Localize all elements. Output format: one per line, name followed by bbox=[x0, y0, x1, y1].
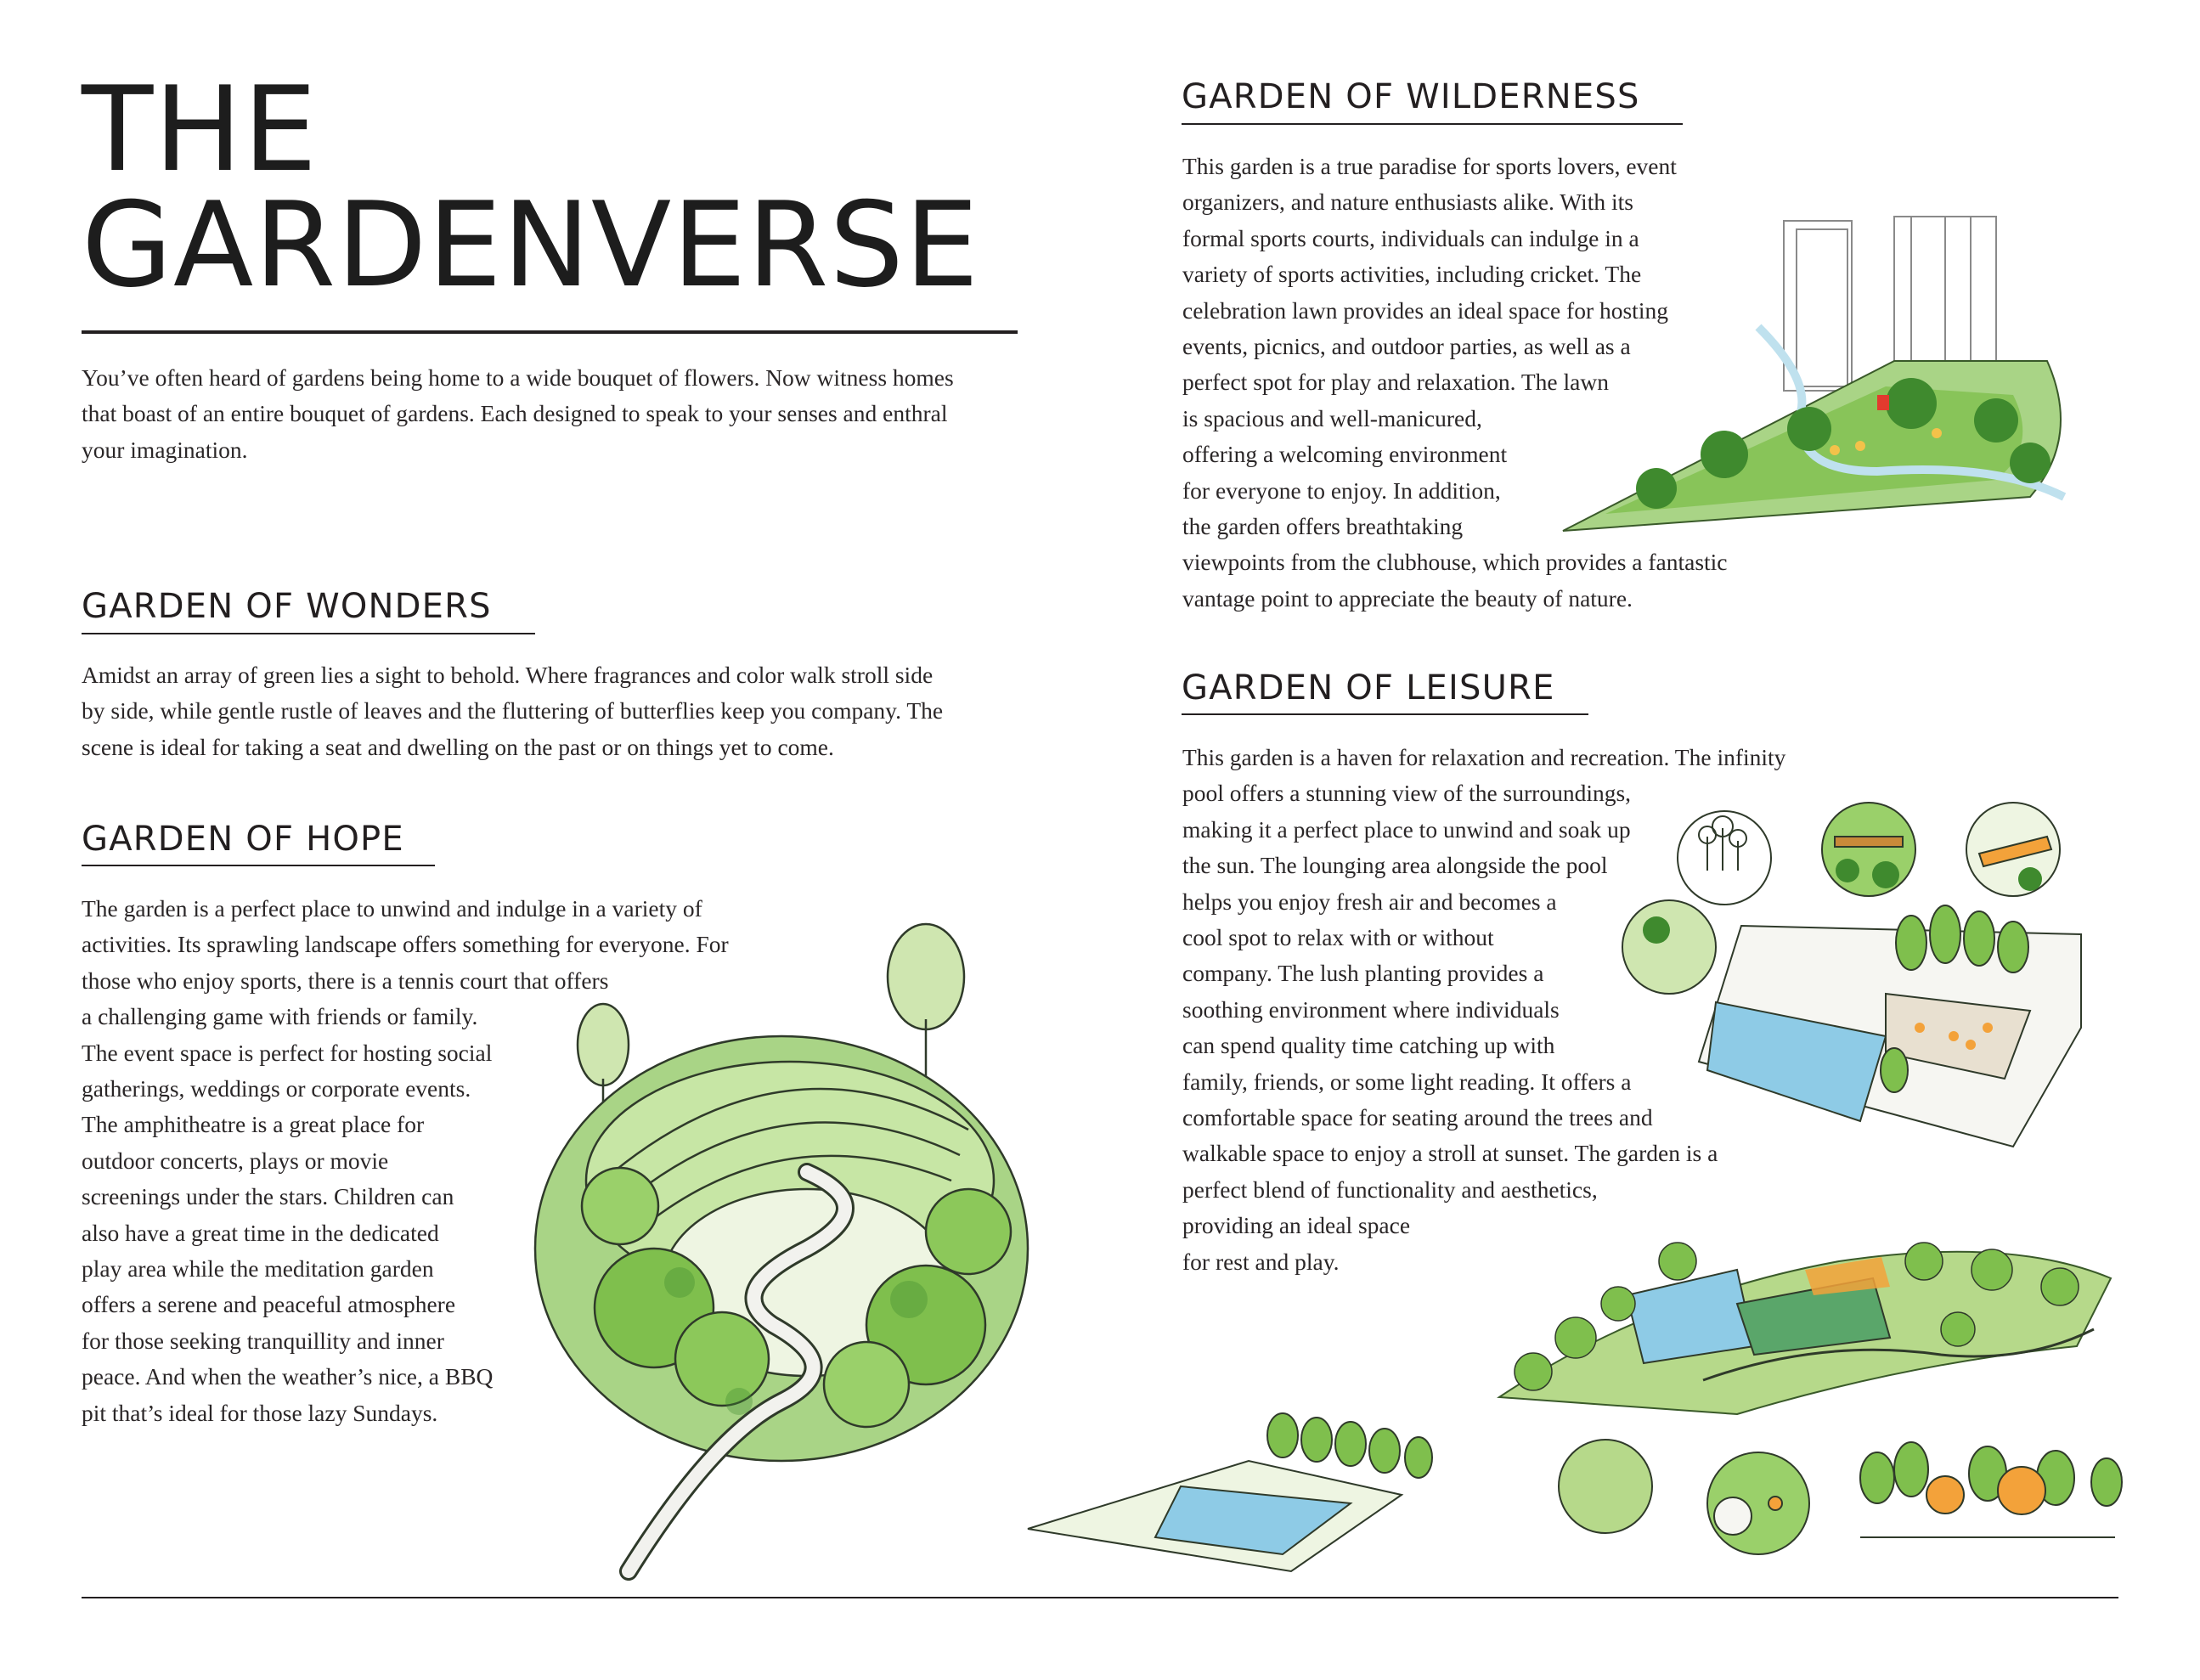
intro-paragraph bbox=[82, 360, 954, 468]
hope-heading: GARDEN OF HOPE bbox=[82, 820, 404, 859]
hope-line: peace. And when the weather’s nice, a BBQ bbox=[82, 1363, 494, 1390]
leisure-line: perfect blend of functionality and aesthetics, bbox=[1182, 1175, 1598, 1203]
wilderness-line: viewpoints from the clubhouse, which provides a fantastic bbox=[1182, 549, 1728, 576]
hope-line: for those seeking tranquillity and inner bbox=[82, 1327, 444, 1354]
wonders-line: scene is ideal for taking a seat and dwelling on the past or on things yet to come. bbox=[82, 733, 834, 760]
hope-line: The event space is perfect for hosting social bbox=[82, 1039, 493, 1066]
hope-line: activities. Its sprawling landscape offers something for everyone. For bbox=[82, 931, 729, 958]
wilderness-line: variety of sports activities, including cricket. The bbox=[1182, 261, 1642, 288]
wilderness-line: formal sports courts, individuals can indulge in a bbox=[1182, 224, 1639, 251]
hope-line: offers a serene and peaceful atmosphere bbox=[82, 1291, 456, 1318]
hope-line: a challenging game with friends or family. bbox=[82, 1003, 478, 1030]
leisure-line: soothing environment where individuals bbox=[1182, 995, 1560, 1023]
intro-line: that boast of an entire bouquet of gardens. Each designed to speak to your senses and enthral bbox=[82, 400, 948, 427]
wilderness-line: for everyone to enjoy. In addition, bbox=[1182, 476, 1501, 504]
wilderness-line: is spacious and well-manicured, bbox=[1182, 404, 1482, 431]
wonders-heading: GARDEN OF WONDERS bbox=[82, 587, 492, 626]
leisure-line: helps you enjoy fresh air and becomes a bbox=[1182, 888, 1557, 915]
hope-line: play area while the meditation garden bbox=[82, 1255, 434, 1283]
leisure-line: family, friends, or some light reading. It offers a bbox=[1182, 1068, 1632, 1095]
leisure-line: can spend quality time catching up with bbox=[1182, 1032, 1555, 1059]
wilderness-line: This garden is a true paradise for sports lovers, event bbox=[1182, 153, 1677, 179]
title-underline bbox=[82, 330, 1018, 334]
hope-line: The amphitheatre is a great place for bbox=[82, 1111, 425, 1138]
wilderness-illustration bbox=[1554, 217, 2098, 548]
leisure-line: walkable space to enjoy a stroll at sunset. The garden is a bbox=[1182, 1140, 1718, 1167]
hope-line: gatherings, weddings or corporate events. bbox=[82, 1075, 471, 1102]
page-title-line-2: GARDENVERSE bbox=[82, 177, 980, 313]
wonders-line: Amidst an array of green lies a sight to behold. Where fragrances and color walk stroll side bbox=[82, 662, 934, 688]
wonders-heading-underline bbox=[82, 633, 535, 634]
leisure-line: cool spot to relax with or without bbox=[1182, 924, 1494, 951]
leisure-line: for rest and play. bbox=[1182, 1248, 1340, 1275]
leisure-line: making it a perfect place to unwind and soak up bbox=[1182, 815, 1631, 843]
infinity-pool-illustration bbox=[1690, 900, 2098, 1155]
hope-line: those who enjoy sports, there is a tennis court that offers bbox=[82, 967, 609, 994]
leisure-line: the sun. The lounging area alongside the pool bbox=[1182, 852, 1608, 879]
leisure-line: pool offers a stunning view of the surroundings, bbox=[1182, 780, 1632, 807]
leisure-line: comfortable space for seating around the trees and bbox=[1182, 1104, 1653, 1131]
wilderness-line: celebration lawn provides an ideal space for hosting bbox=[1182, 296, 1668, 324]
hope-line: screenings under the stars. Children can bbox=[82, 1183, 454, 1210]
hope-heading-underline bbox=[82, 865, 435, 866]
wilderness-line: the garden offers breathtaking bbox=[1182, 513, 1464, 540]
wilderness-line: organizers, and nature enthusiasts alike. With its bbox=[1182, 189, 1633, 216]
hope-line: The garden is a perfect place to unwind and indulge in a variety of bbox=[82, 895, 702, 922]
leisure-heading: GARDEN OF LEISURE bbox=[1182, 668, 1555, 708]
wilderness-heading: GARDEN OF WILDERNESS bbox=[1182, 77, 1640, 116]
leisure-line: providing an ideal space bbox=[1182, 1212, 1411, 1239]
wonders-paragraph bbox=[82, 657, 943, 765]
leisure-line: company. The lush planting provides a bbox=[1182, 960, 1544, 987]
wilderness-line: perfect spot for play and relaxation. The lawn bbox=[1182, 369, 1609, 396]
wilderness-line: events, picnics, and outdoor parties, as well as a bbox=[1182, 333, 1631, 360]
hope-line: also have a great time in the dedicated bbox=[82, 1219, 439, 1246]
hope-garden-illustration bbox=[527, 926, 1079, 1588]
intro-line: You’ve often heard of gardens being home to a wide bouquet of flowers. Now witness homes bbox=[82, 364, 954, 391]
wilderness-heading-underline bbox=[1182, 123, 1683, 125]
page-title-line-1: THE bbox=[82, 61, 319, 198]
wilderness-line: vantage point to appreciate the beauty of nature. bbox=[1182, 584, 1633, 612]
leisure-heading-underline bbox=[1182, 713, 1588, 715]
wilderness-line: offering a welcoming environment bbox=[1182, 441, 1508, 468]
sports-court-illustration bbox=[1482, 1210, 2132, 1423]
hope-line: outdoor concerts, plays or movie bbox=[82, 1147, 389, 1174]
hope-line: pit that’s ideal for those lazy Sundays. bbox=[82, 1399, 438, 1426]
leisure-line: This garden is a haven for relaxation and recreation. The infinity bbox=[1182, 744, 1786, 770]
intro-line: your imagination. bbox=[82, 436, 248, 463]
bottom-vignettes-illustration bbox=[1011, 1410, 2132, 1580]
footer-rule bbox=[82, 1597, 2118, 1598]
wonders-line: by side, while gentle rustle of leaves and the fluttering of butterflies keep you company. The bbox=[82, 697, 944, 724]
